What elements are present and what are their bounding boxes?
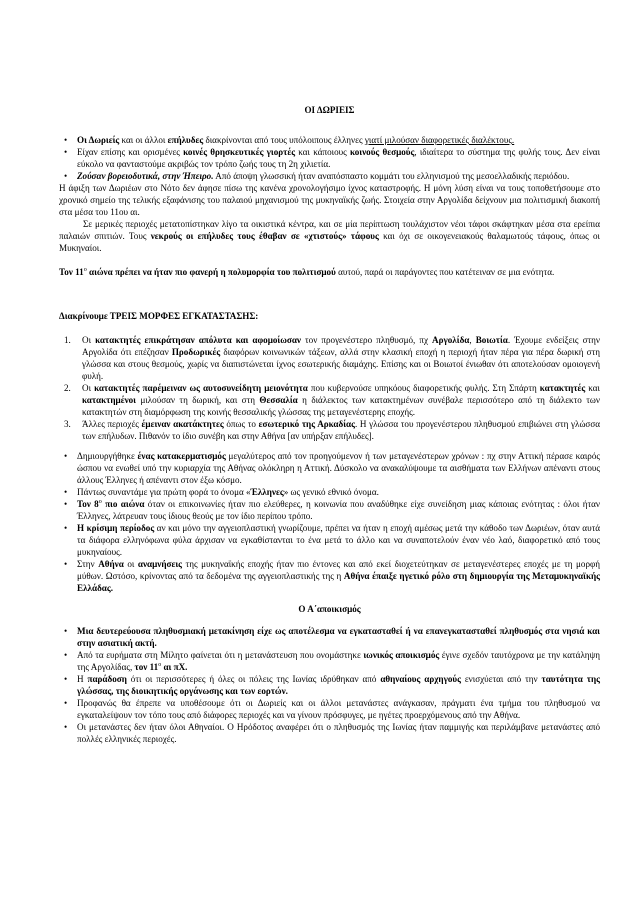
text-run: κατακτημένοι (82, 395, 137, 405)
text-run: διαφόρων κοινωνικών τάξεων, αλλά στην κλασική εποχή η περιοχή ήταν πέρα για πέρα δωρική στη γλώσσα και στους θεσμούς, χωρίς να διαπιστώνεται ίχνος εσωτερικής διαμάχης. Επίσης και οι Βοιωτοί ένιωθαν ότι αποτελούσαν ομοιογενή φυλή. (82, 347, 600, 381)
text-run: ότι οι περισσότερες ή όλες οι πόλεις της Ιωνίας ιδρύθηκαν από (126, 674, 381, 684)
text-run: Δημιουργήθηκε (77, 451, 138, 461)
item-number: 3. (64, 419, 71, 429)
text-run: αι πΧ. (161, 662, 188, 672)
text-run: έγινε σχεδόν ταυτόχρονα με την κατάληψη της Αργολίδας, (77, 650, 600, 672)
text-run: Πάντως συναντάμε για πρώτη φορά το όνομα « (77, 487, 251, 497)
bullet-item (77, 697, 600, 721)
text-run: Αργολίδα (432, 335, 470, 345)
text-run: , ιδιαίτερα το σύστημα της φυλής τους. Δεν είναι εύκολο να φανταστούμε ακριβώς τον τρόπο ζωής τους τη 2η χιλιετία. (77, 147, 601, 169)
text-run: μιλούσαν τη δωρική, και στη (136, 395, 260, 405)
text-run: ιωνικός αποικισμός (363, 650, 440, 660)
text-run: κατακτητές (539, 383, 586, 393)
text-run: και κάποιους (295, 147, 350, 157)
item-number: 2. (64, 383, 71, 393)
text-run: νεκρούς οι επήλυδες τους έθαβαν σε «χτιστούς» τάφους (150, 231, 379, 241)
colonization-bullet-list (59, 625, 600, 745)
text-run: αυτού, παρά οι παράγοντες που κατέτειναν σε μια ενότητα. (335, 267, 555, 277)
text-run: πιο αιώνα (101, 499, 145, 509)
item-number: 1. (64, 335, 71, 345)
text-run: ταυτότητα της γλώσσας, της διοικητικής οργάνωσης και των εορτών. (77, 674, 600, 696)
text-run: ο (83, 266, 87, 273)
bullet-item (77, 673, 600, 697)
text-run: ένας κατακερματισμός (137, 451, 226, 461)
text-run: Αθήνα (98, 559, 124, 569)
text-run: Τον 8 (77, 499, 99, 509)
settlement-forms-list (59, 334, 600, 442)
text-run: αν και μόνο την αγγειοπλαστική γνωρίζουμε, πρέπει να ήταν η εποχή αμέσως μετά την κάθοδο των Δωριέων, όταν αυτά τα διάφορα ελληνόφωνα φύλα άρχισαν να εγκαθίστανται το ένα μετά το άλλο και να συναποτελούν έναν νέο λαό, διαφορετικό από τους μυκηναίους. (77, 523, 600, 557)
text-run: Ζούσαν βορειοδυτικά, στην Ήπειρο. (77, 171, 214, 181)
paragraph-arrival (59, 182, 600, 218)
text-run: κοινές θρησκευτικές γιορτές (183, 147, 296, 157)
numbered-item (64, 382, 600, 418)
text-run: εσωτερικό της Αρκαδίας (258, 419, 355, 429)
text-run: κατακτητές παρέμειναν ως αυτοσυνείδητη μειονότητα (94, 383, 308, 393)
text-run: . Η γλώσσα του προγενέστερου πληθυσμού επιβιώνει στη γλώσσα των επήλυδων. Πιθανόν το ίδιο συνέβη και στην Αθήνα [αν υπήρξαν επήλυδες]. (82, 419, 600, 441)
text-run: ενισχύεται από την (460, 674, 542, 684)
bullet-item (77, 134, 600, 146)
text-run: της μυκηναϊκής εποχής ήταν πιο έντονες και από εκεί διοχετεύτηκαν σε μεταγενέστερες εποχές με τη μορφή μύθων. Ωστόσο, κρίνοντας από τα δεδομένα της αγγειοπλαστικής της η (77, 559, 601, 581)
paragraph-eleventh-century (59, 266, 600, 278)
numbered-item (64, 334, 600, 382)
text-run: Η (77, 674, 88, 684)
text-run: Στην (77, 559, 99, 569)
text-run: επήλυδες (167, 135, 204, 145)
text-run: . Έχουμε ενδείξεις στην Αργολίδα ότι επέζησαν (82, 335, 600, 357)
numbered-item (64, 418, 600, 442)
text-run: και (585, 383, 600, 393)
bullet-item (77, 649, 600, 673)
text-run: η διάλεκτος των κατακτημένων συνέβαλε περισσότερο από τη διάλεκτο των κατακτητών στη διαμόρφωση της κοινής θεσσαλικής γλώσσας της μεταγενέστερης εποχής. (82, 395, 600, 417)
text-run: όταν οι επικοινωνίες ήταν πιο ελεύθερες, η κοινωνία που αναδύθηκε είχε συνείδηση μιας κάποιας ενότητας : όλοι ήταν Έλληνες, λάτρευαν τους ίδιους θεούς με τον ίδιο περίπου τρόπο. (77, 499, 600, 521)
text-run: αιώνα πρέπει να ήταν πιο φανερή η πολυμορφία του πολιτισμού (86, 267, 336, 277)
text-run: Από τα ευρήματα στη Μίλητο φαίνεται ότι η μετανάστευση που ονομάστηκε (77, 650, 364, 660)
text-run: Αθήνα έπαιξε ηγετικό ρόλο στη δημιουργία της Μεταμυκηναϊκής Ελλάδας. (77, 571, 600, 593)
text-run: οι (123, 559, 138, 569)
section-heading: Διακρίνουμε ΤΡΕΙΣ ΜΟΡΦΕΣ ΕΓΚΑΤΑΣΤΑΣΗΣ: (59, 311, 259, 321)
text-run: ο (158, 661, 162, 668)
text-run: Οι (82, 383, 95, 393)
text-run: που κυβερνούσε υπηκόους διαφορετικής φυλής. Στη Σπάρτη (307, 383, 540, 393)
text-run: αναμνήσεις (137, 559, 183, 569)
text-run: μεγαλύτερος από τον προηγούμενον ή των μεταγενέστερων χρόνων : πχ στην Αττική πέρασε καιρός ώσπου να ενωθεί υπό την κυριαρχία της Αθήνας ολόκληρη η Αττική. Δύσκολο να ανακαλύψουμε τα αισθήματα των Ελλήνων απέναντι στους άλλους Έλληνες ή απέναντι στον έξω κόσμο. (77, 451, 600, 485)
bullet-item (77, 450, 600, 486)
bullet-item (77, 498, 600, 522)
text-run: Μια δευτερεύουσα πληθυσμιακή μετακίνηση είχε ως αποτέλεσμα να εγκατασταθεί ή να επανεγκατασταθεί πληθυσμός στα νησιά και στην ασιατική ακτή. (77, 626, 600, 648)
text-run: Έλληνες (250, 487, 284, 497)
text-run: και όχι σε οικογενειακούς θαλαμωτούς τάφους, όπως οι Μυκηναίοι. (59, 231, 600, 253)
text-run: Οι (82, 335, 96, 345)
text-run: Άλλες περιοχές (82, 419, 142, 429)
paragraph-burials (59, 218, 600, 254)
text-run: κοινούς θεσμούς (349, 147, 415, 157)
bullet-item (77, 625, 600, 649)
page-title: ΟΙ ΔΩΡΙΕΙΣ (304, 105, 355, 115)
text-run: Προδωρικές (171, 347, 221, 357)
bullet-item (77, 146, 600, 170)
text-run: τον προγενέστερο πληθυσμό, πχ (300, 335, 433, 345)
text-run: όπως το (223, 419, 259, 429)
section-title-colonization: Ο Α΄αποικισμός (298, 604, 361, 614)
text-run: Από άποψη γλωσσική ήταν αναπόσπαστο κομμάτι του ελληνισμού της μεσοελλαδικής περιόδου. (213, 171, 570, 181)
text-run: και οι άλλοι (119, 135, 168, 145)
text-run: παράδοση (87, 674, 127, 684)
text-run: Βοιωτία (475, 335, 508, 345)
text-run: διακρίνονται από τους υπόλοιπους έλληνες (203, 135, 365, 145)
text-run: γιατί μιλούσαν διαφορετικές διαλέκτους. (364, 135, 515, 145)
bullet-item (77, 558, 600, 594)
bullet-item (77, 522, 600, 558)
text-run: ο (98, 498, 102, 505)
text-run: Η κρίσιμη περίοδος (77, 523, 155, 533)
text-run: κατακτητές επικράτησαν απόλυτα και αφομοίωσαν (95, 335, 301, 345)
intro-bullet-list (59, 134, 600, 182)
text-run: έμειναν ακατάκτητες (141, 419, 224, 429)
text-run: αθηναίους αρχηγούς (380, 674, 461, 684)
text-run: Προφανώς θα έπρεπε να υποθέσουμε ότι οι Δωριείς και οι άλλοι μετανάστες ανάγκασαν, πράγματι ένα τμήμα του πληθυσμού να εγκαταλείψουν τον τόπο τους από διάφορες περιοχές και να γίνουν πρόσφυγες, με ηγέτες προερχόμενους από την Αθήνα. (77, 698, 600, 720)
bullet-item (77, 486, 600, 498)
text-run: Οι Δωριείς (77, 135, 120, 145)
text-run: , (469, 335, 476, 345)
text-run: Θεσσαλία (259, 395, 298, 405)
bullet-item (77, 170, 600, 182)
text-run: Σε μερικές περιοχές μετατοπίστηκαν λίγο τα οικιστικά κέντρα, και σε μία περίπτωση τουλάχιστον νέοι τάφοι σκάφτηκαν μέσα στα ερείπια παλαιών σπιτιών. Τους (59, 219, 600, 241)
text-run: τον 11 (134, 662, 159, 672)
text-run: Η άφιξη των Δωριέων στο Νότο δεν άφησε πίσω της κανένα χρονολογήσιμο ίχνος καταστροφής. Η μόνη λύση είναι να τους τοποθετήσουμε στο χρονικό σημείο της τελικής εξαφάνισης του παλαιού μηχανισμού της μυκηναϊκής ζωής. Στοιχεία στην Αργολίδα δείχνουν μια πολιτισμική διακοπή στα μέσα του 11ου αι. (59, 183, 600, 217)
consequences-bullet-list (59, 450, 600, 594)
bullet-item (77, 721, 600, 745)
text-run: Οι μετανάστες δεν ήταν όλοι Αθηναίοι. Ο Ηρόδοτος αναφέρει ότι ο πληθυσμός της Ιωνίας ήταν παμμιγής και περιλάμβανε μετανάστες από πολλές ελληνικές περιοχές. (77, 722, 600, 744)
text-run: Τον 11 (59, 267, 84, 277)
text-run: Είχαν επίσης και ορισμένες (77, 147, 184, 157)
text-run: » ως γενικό εθνικό όνομα. (283, 487, 379, 497)
